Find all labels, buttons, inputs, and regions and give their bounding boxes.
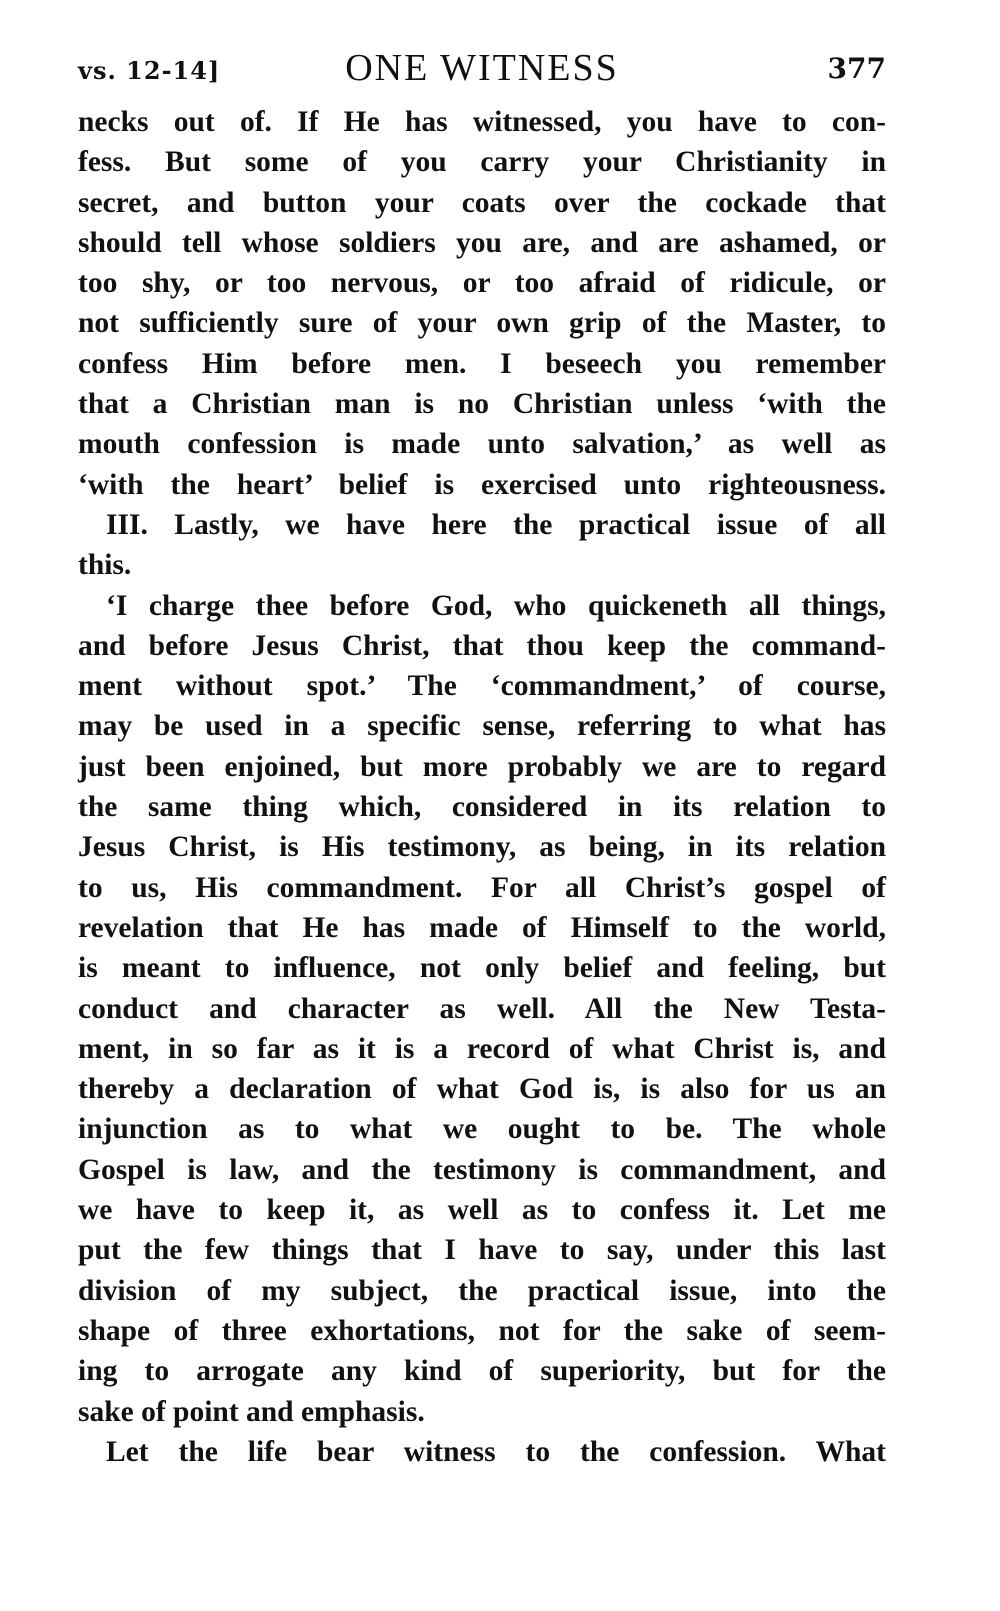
body-text [78,102,886,1472]
text-line: Let the life bear witness to the confession. What [106,1435,886,1468]
text-line: too shy, or too nervous, or too afraid of ridicule, or [78,267,886,300]
text-line: fess. But some of you carry your Christianity in [78,146,886,179]
text-line: just been enjoined, but more probably we are to regard [78,750,886,783]
text-line: should tell whose soldiers you are, and are ashamed, or [78,226,886,259]
text-line: sake of point and emphasis. [78,1395,425,1428]
text-line: secret, and button your coats over the cockade that [78,186,886,219]
text-line: we have to keep it, as well as to confess it. Let me [78,1194,886,1227]
paragraph [78,505,886,586]
text-line: ing to arrogate any kind of superiority, but for the [78,1355,886,1388]
text-line: Jesus Christ, is His testimony, as being, in its relation [78,831,886,864]
text-line: not sufficiently sure of your own grip of the Master, to [78,307,886,340]
text-line: revelation that He has made of Himself to the world, [78,911,886,944]
text-line: this. [78,549,132,582]
book-page [78,46,886,1472]
text-line: ment without spot.’ The ‘commandment,’ of course, [78,670,886,703]
page-title: ONE WITNESS [345,47,619,89]
text-line: confess Him before men. I beseech you remember [78,347,886,380]
text-line: ‘with the heart’ belief is exercised unto righteousness. [78,468,886,501]
text-line: Gospel is law, and the testimony is commandment, and [78,1153,886,1186]
text-line: is meant to influence, not only belief and feeling, but [78,952,886,985]
paragraph [78,1432,886,1472]
verse-reference: vs. 12-14] [78,56,221,85]
paragraph [78,102,886,505]
paragraph [78,586,886,1432]
text-line: ‘I charge thee before God, who quickeneth all things, [106,589,886,622]
text-line: injunction as to what we ought to be. The whole [78,1113,886,1146]
page-number: 377 [827,52,886,85]
text-line: may be used in a specific sense, referring to what has [78,710,886,743]
text-line: thereby a declaration of what God is, is also for us an [78,1073,886,1106]
text-line: ment, in so far as it is a record of what Christ is, and [78,1032,886,1065]
text-line: division of my subject, the practical issue, into the [78,1274,886,1307]
text-line: necks out of. If He has witnessed, you have to con- [78,106,886,138]
text-line: that a Christian man is no Christian unless ‘with the [78,388,886,421]
text-line: put the few things that I have to say, under this last [78,1234,886,1267]
text-line: the same thing which, considered in its relation to [78,791,886,824]
text-line: and before Jesus Christ, that thou keep the command- [78,629,886,662]
running-header [78,46,886,94]
text-line: III. Lastly, we have here the practical issue of all [106,508,886,541]
text-line: conduct and character as well. All the New Testa- [78,992,886,1025]
text-line: mouth confession is made unto salvation,’ as well as [78,428,886,461]
text-line: shape of three exhortations, not for the sake of seem- [78,1314,886,1347]
text-line: to us, His commandment. For all Christ’s gospel of [78,871,886,904]
